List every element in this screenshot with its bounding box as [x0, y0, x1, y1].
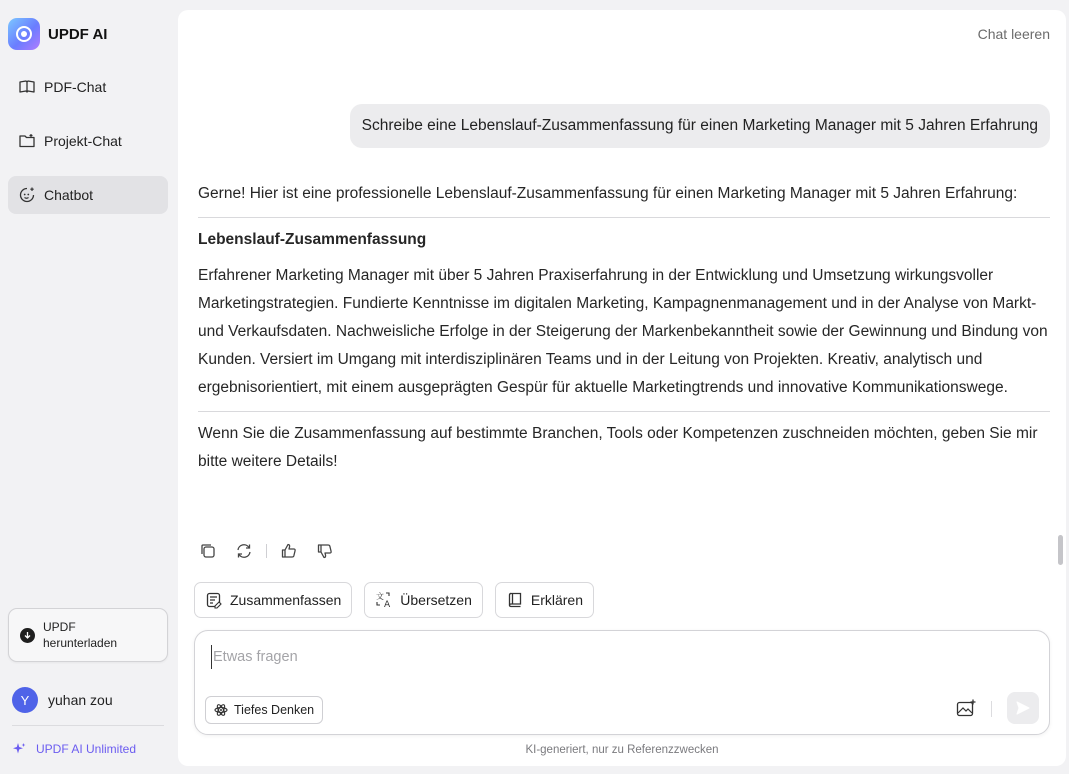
- sidebar-item-pdf-chat[interactable]: [8, 68, 168, 106]
- assistant-answer: [198, 180, 1050, 476]
- answer-intro: Gerne! Hier ist eine professionelle Lebenslauf-Zusammenfassung für einen Marketing Manager mit 5 Jahren Erfahrung:: [198, 185, 1018, 202]
- sidebar: [0, 0, 176, 774]
- avatar: Y: [12, 687, 38, 713]
- scrollbar[interactable]: [1058, 535, 1063, 565]
- answer-outro: Wenn Sie die Zusammenfassung auf bestimmte Branchen, Tools oder Kompetenzen zuschneiden möchten, geben Sie mir bitte weitere Details!: [198, 425, 1038, 470]
- book-icon: [18, 78, 36, 96]
- chat-input[interactable]: [211, 645, 971, 669]
- answer-actions: [198, 541, 351, 561]
- updf-ai-logo-icon: [8, 18, 40, 50]
- refresh-icon: [235, 542, 253, 560]
- message-composer: [194, 630, 1050, 735]
- user-message: Schreibe eine Lebenslauf-Zusammenfassung für einen Marketing Manager mit 5 Jahren Erfahrung: [350, 104, 1050, 148]
- translate-button[interactable]: 文 A Übersetzen: [364, 582, 483, 618]
- chat-panel: [178, 10, 1066, 766]
- answer-heading: Lebenslauf-Zusammenfassung: [198, 231, 427, 248]
- explain-book-icon: [506, 591, 524, 609]
- thumbs-up-icon: [280, 542, 298, 560]
- divider: [198, 217, 1050, 218]
- explain-button[interactable]: Erklären: [495, 582, 594, 618]
- send-button[interactable]: [1007, 692, 1039, 724]
- summarize-icon: [205, 591, 223, 609]
- sidebar-divider: [12, 725, 164, 726]
- thumbs-down-icon: [316, 542, 334, 560]
- brand-name: UPDF AI: [48, 25, 108, 43]
- user-name: yuhan zou: [48, 692, 113, 708]
- action-separator: [266, 544, 267, 558]
- composer-separator: [991, 701, 992, 717]
- divider: [198, 411, 1050, 412]
- svg-text:A: A: [384, 600, 391, 609]
- image-add-icon: [955, 698, 977, 720]
- send-icon: [1015, 700, 1031, 716]
- chatbot-icon: [18, 186, 36, 204]
- brand[interactable]: [8, 17, 107, 51]
- download-icon: [20, 628, 35, 643]
- atom-icon: [214, 703, 228, 717]
- download-label: UPDF herunterladen: [43, 620, 118, 650]
- answer-body: Erfahrener Marketing Manager mit über 5 Jahren Praxiserfahrung in der Entwicklung und Umsetzung wirkungsvoller Marketingstrategien. Fundierte Kenntnisse im digitalen Marketing, Kampagnenmanagement und in der Analyse von Markt- und Verkaufsdaten. Nachweisliche Erfolge in der Steigerung der Markenbekanntheit sowie der Gewinnung und Bindung von Kunden. Versiert im Umgang mit interdisziplinären Teams und in der Leitung von Projekten. Kreativ, analytisch und ergebnisorientiert, mit einem ausgeprägten Gespür für aktuelle Marketingtrends und innovative Kommunikationswege.: [198, 267, 1048, 396]
- sidebar-item-projekt-chat[interactable]: [8, 122, 168, 160]
- sidebar-nav: [8, 68, 168, 230]
- user-profile[interactable]: [12, 687, 113, 713]
- folder-icon: [18, 132, 36, 150]
- copy-button[interactable]: [198, 541, 218, 561]
- sidebar-item-chatbot[interactable]: [8, 176, 168, 214]
- sparkle-icon: [12, 742, 26, 756]
- translate-icon: [375, 591, 393, 609]
- upgrade-unlimited-link[interactable]: UPDF AI Unlimited: [12, 742, 136, 756]
- sidebar-item-label: Chatbot: [44, 187, 94, 203]
- attach-image-button[interactable]: [955, 698, 979, 722]
- sidebar-item-label: Projekt-Chat: [44, 133, 122, 149]
- sidebar-item-label: PDF-Chat: [44, 79, 107, 95]
- regenerate-button[interactable]: [234, 541, 254, 561]
- svg-text:文: 文: [376, 592, 385, 601]
- thumbs-down-button[interactable]: [315, 541, 335, 561]
- clear-chat-button[interactable]: Chat leeren: [977, 26, 1050, 42]
- copy-icon: [199, 542, 217, 560]
- download-updf-button[interactable]: [8, 608, 168, 662]
- quick-actions: [194, 582, 606, 618]
- ai-disclaimer: KI-generiert, nur zu Referenzzwecken: [525, 744, 719, 756]
- thumbs-up-button[interactable]: [279, 541, 299, 561]
- deep-think-toggle[interactable]: Tiefes Denken: [205, 696, 323, 724]
- summarize-button[interactable]: Zusammenfassen: [194, 582, 352, 618]
